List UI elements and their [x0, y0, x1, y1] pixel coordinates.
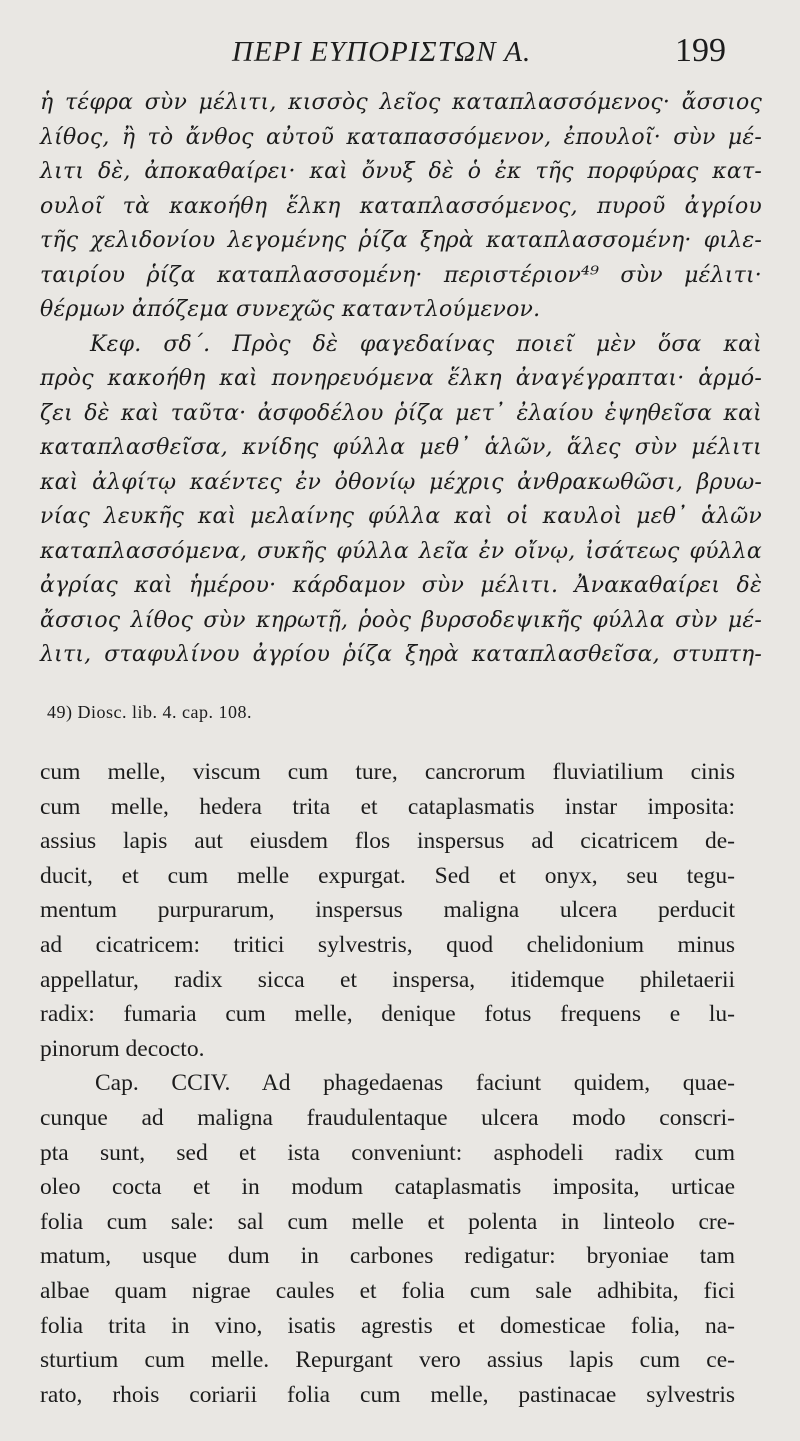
greek-line: ἡ τέφρα σὺν μέλιτι, κισσὸς λεῖος καταπλασσόμενος· ἄσσιος — [40, 90, 762, 115]
latin-line: appellatur, radix sicca et inspersa, itidemque philetaerii — [40, 966, 735, 993]
greek-line: λιτι, σταφυλίνου ἀγρίου ῥίζα ξηρὰ καταπλασθεῖσα, στυπτη- — [40, 642, 762, 667]
greek-line: ζει δὲ καὶ ταῦτα· ἀσφοδέλου ῥίζα μετ᾽ ἐλαίου ἑψηθεῖσα καὶ — [40, 400, 762, 426]
greek-line: νίας λευκῆς καὶ μελαίνης φύλλα καὶ οἱ καυλοὶ μεθ᾽ ἁλῶν — [40, 504, 762, 529]
greek-chapter-heading-line: Κεφ. σδ΄. Πρὸς δὲ φαγεδαίνας ποιεῖ μὲν ὅσα καὶ — [90, 331, 762, 357]
greek-line: λίθος, ἢ τὸ ἄνθος αὐτοῦ καταπασσόμενον, ἐπουλοῖ· σὺν μέ- — [40, 124, 762, 150]
greek-line: ταιρίου ῥίζα καταπλασσομένη· περιστέριον⁴⁹ σὺν μέλιτι· — [40, 262, 762, 288]
latin-line: ad cicatricem: tritici sylvestris, quod chelidonium minus — [40, 931, 735, 958]
latin-line: pta sunt, sed et ista conveniunt: asphodeli radix cum — [40, 1139, 735, 1166]
latin-line: pinorum decocto. — [40, 1035, 205, 1062]
latin-line: mentum purpurarum, inspersus maligna ulcera perducit — [40, 897, 735, 924]
greek-line: ἄσσιος λίθος σὺν κηρωτῇ, ῥοὸς βυρσοδεψικῆς φύλλα σὺν μέ- — [40, 607, 762, 633]
greek-line: ουλοῖ τὰ κακοήθη ἕλκη καταπλασσόμενος, πυροῦ ἀγρίου — [40, 193, 762, 219]
latin-line: oleo cocta et in modum cataplasmatis imposita, urticae — [40, 1174, 735, 1201]
greek-line: λιτι δὲ, ἀποκαθαίρει· καὶ ὄνυξ δὲ ὁ ἐκ τῆς πορφύρας κατ- — [40, 159, 762, 184]
latin-line: ducit, et cum melle expurgat. Sed et onyx, seu tegu- — [40, 862, 735, 889]
greek-line: καταπλασθεῖσα, κνίδης φύλλα μεθ᾽ ἁλῶν, ἅλες σὺν μέλιτι — [40, 435, 762, 460]
latin-line: albae quam nigrae caules et folia cum sale adhibita, fici — [40, 1277, 735, 1304]
latin-line: sturtium cum melle. Repurgant vero assius lapis cum ce- — [40, 1347, 735, 1374]
footnote: 49) Diosc. lib. 4. cap. 108. — [47, 702, 252, 722]
latin-line: cunque ad maligna fraudulentaque ulcera modo conscri- — [40, 1104, 735, 1131]
page-header — [0, 28, 800, 78]
greek-line: πρὸς κακοήθη καὶ πονηρευόμενα ἕλκη ἀναγέγραπται· ἁρμό- — [40, 366, 762, 391]
greek-text-block — [40, 86, 762, 673]
latin-line: folia cum sale: sal cum melle et polenta in linteolo cre- — [40, 1208, 735, 1235]
latin-text-block — [40, 755, 735, 1412]
latin-line: rato, rhois coriarii folia cum melle, pastinacae sylvestris — [40, 1381, 735, 1408]
greek-line: καταπλασσόμενα, συκῆς φύλλα λεῖα ἐν οἴνῳ, ἰσάτεως φύλλα — [40, 538, 762, 564]
page-number: 199 — [675, 32, 726, 69]
latin-chapter-heading-line: Cap. CCIV. Ad phagedaenas faciunt quidem, quae- — [95, 1070, 735, 1097]
running-title: ΠΕΡΙ ΕΥΠΟΡΙΣΤΩΝ Α. — [232, 36, 532, 68]
latin-line: cum melle, viscum cum ture, cancrorum fluviatilium cinis — [40, 759, 735, 785]
greek-line: τῆς χελιδονίου λεγομένης ῥίζα ξηρὰ καταπλασσομένη· φιλε- — [40, 228, 762, 253]
latin-line: radix: fumaria cum melle, denique fotus frequens e lu- — [40, 1001, 735, 1028]
latin-line: assius lapis aut eiusdem flos inspersus ad cicatricem de- — [40, 828, 735, 855]
greek-line: καὶ ἀλφίτῳ καέντες ἐν ὀθονίῳ μέχρις ἀνθρακωθῶσι, βρυω- — [40, 469, 762, 495]
latin-line: folia trita in vino, isatis agrestis et domesticae folia, na- — [40, 1312, 735, 1339]
latin-line: cum melle, hedera trita et cataplasmatis instar imposita: — [40, 793, 735, 820]
greek-line: ἀγρίας καὶ ἡμέρου· κάρδαμον σὺν μέλιτι. Ἀνακαθαίρει δὲ — [40, 573, 762, 598]
greek-line: θέρμων ἀπόζεμα συνεχῶς καταντλούμενον. — [40, 297, 541, 322]
latin-line: matum, usque dum in carbones redigatur: bryoniae tam — [40, 1243, 735, 1270]
